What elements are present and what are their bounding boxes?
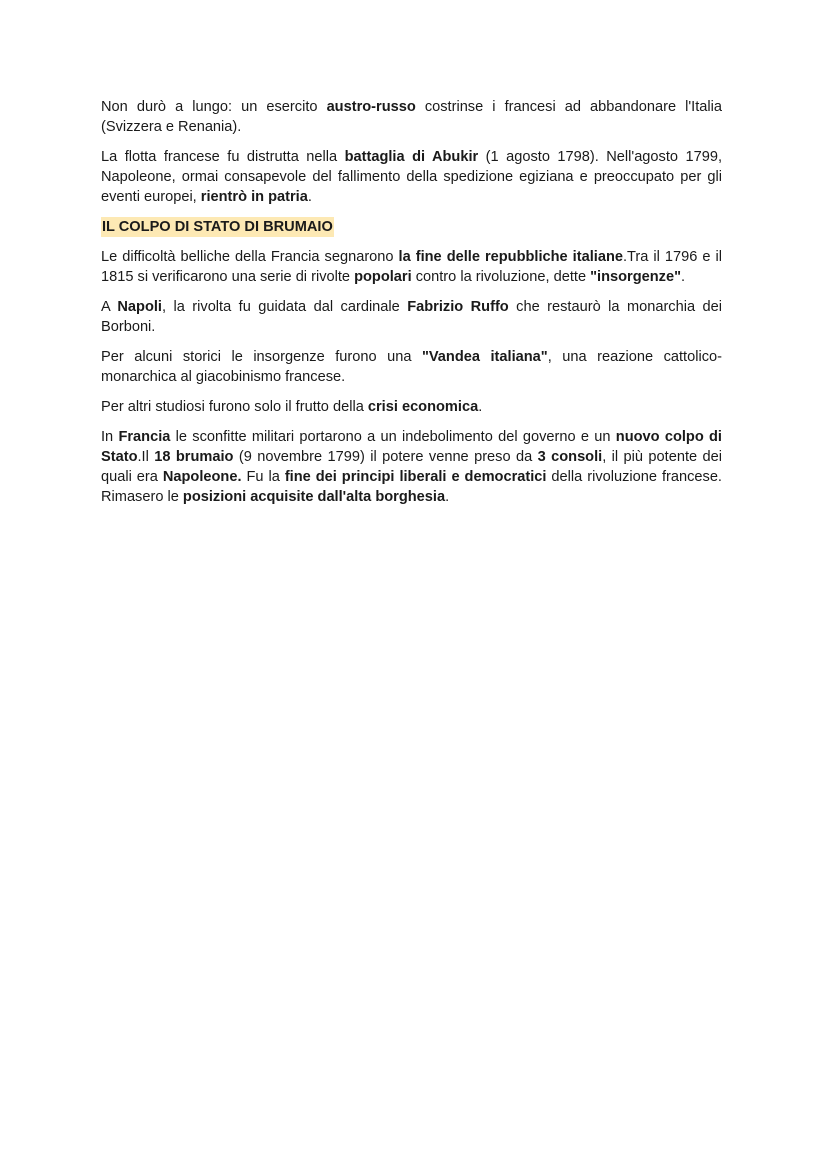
bold-text: "insorgenze" xyxy=(590,269,682,285)
document-body xyxy=(101,97,722,517)
text-run: Fu la xyxy=(241,469,285,485)
paragraph-p2 xyxy=(101,147,722,207)
text-run: In xyxy=(101,429,119,445)
bold-text: Fabrizio Ruffo xyxy=(407,299,509,315)
paragraph-p3 xyxy=(101,247,722,287)
text-run: .Tra il 1796 e il 1815 si verificarono una serie di rivolte xyxy=(101,249,722,285)
text-run: (1 agosto 1798). Nell'agosto 1799, Napoleone, ormai consapevole del fallimento della spedizione egiziana e preoccupato per gli eventi europei, xyxy=(101,149,722,205)
text-run: La flotta francese fu distrutta nella xyxy=(101,149,345,165)
text-run: Le difficoltà belliche della Francia segnarono xyxy=(101,249,399,265)
text-run: , il più potente dei quali era xyxy=(101,449,722,485)
bold-text: rientrò in patria xyxy=(200,189,308,205)
text-run: . xyxy=(445,489,450,505)
paragraph-p1 xyxy=(101,97,722,137)
paragraph-p4 xyxy=(101,297,722,337)
bold-text: nuovo colpo di Stato xyxy=(101,429,722,465)
paragraph-p6 xyxy=(101,397,722,417)
paragraph-p5 xyxy=(101,347,722,387)
text-run: .Il xyxy=(137,449,155,465)
bold-text: Napoli xyxy=(117,299,162,315)
bold-text: Napoleone. xyxy=(162,469,242,485)
bold-text: austro-russo xyxy=(326,99,416,115)
bold-text: fine dei principi liberali e democratici xyxy=(284,469,547,485)
bold-text: posizioni acquisite dall'alta borghesia xyxy=(182,489,446,505)
bold-text: 18 brumaio xyxy=(154,449,234,465)
text-run: (9 novembre 1799) il potere venne preso da xyxy=(233,449,538,465)
text-run: A xyxy=(101,299,118,315)
text-run: le sconfitte militari portarono a un indebolimento del governo e un xyxy=(170,429,616,445)
bold-text: battaglia di Abukir xyxy=(344,149,479,165)
bold-text: crisi economica xyxy=(367,399,479,415)
text-run: . xyxy=(681,269,686,285)
text-run: costrinse i francesi ad abbandonare l'Italia (Svizzera e Renania). xyxy=(101,99,722,135)
bold-text: Francia xyxy=(118,429,171,445)
text-run: Non durò a lungo: un esercito xyxy=(101,99,327,115)
bold-text: 3 consoli xyxy=(537,449,603,465)
text-run: contro la rivoluzione, dette xyxy=(411,269,591,285)
paragraph-p7 xyxy=(101,427,722,507)
bold-text: la fine delle repubbliche italiane xyxy=(398,249,623,265)
bold-text: "Vandea italiana" xyxy=(421,349,548,365)
section-heading-wrapper xyxy=(101,217,722,247)
text-run: Per alcuni storici le insorgenze furono una xyxy=(101,349,422,365)
text-run: che restaurò la monarchia dei Borboni. xyxy=(101,299,723,335)
text-run: , una reazione cattolico-monarchica al giacobinismo francese. xyxy=(101,349,722,385)
text-run: . xyxy=(307,189,312,205)
text-run: . xyxy=(478,399,483,415)
text-run: della rivoluzione francese. Rimasero le xyxy=(101,469,722,505)
text-run: , la rivolta fu guidata dal cardinale xyxy=(161,299,408,315)
bold-text: popolari xyxy=(354,269,412,285)
section-heading: IL COLPO DI STATO DI BRUMAIO xyxy=(102,219,333,235)
text-run: Per altri studiosi furono solo il frutto della xyxy=(101,399,368,415)
